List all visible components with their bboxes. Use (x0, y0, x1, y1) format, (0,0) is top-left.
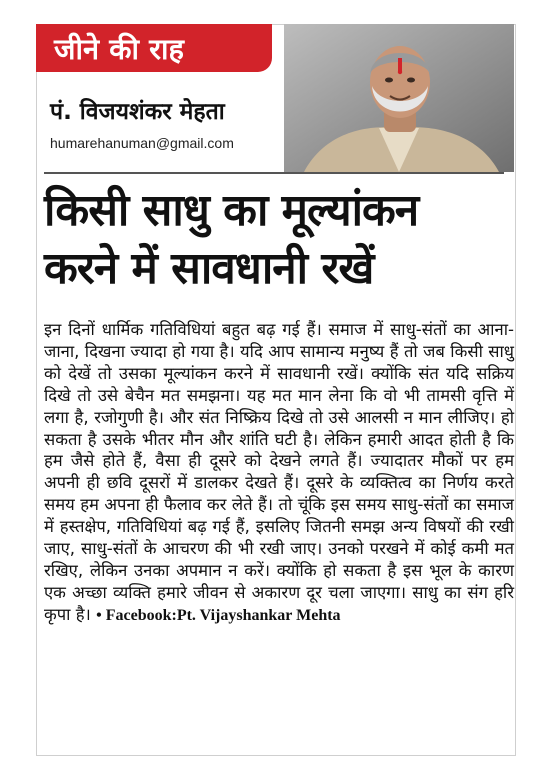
facebook-credit: • Facebook:Pt. Vijayshankar Mehta (96, 606, 341, 624)
author-photo (284, 24, 514, 172)
author-name: पं. विजयशंकर मेहता (50, 99, 225, 125)
headline-line-1: किसी साधु का मूल्यांकन (44, 185, 419, 236)
article-body (44, 319, 514, 627)
column-title: जीने की राह (36, 24, 272, 72)
header-divider (44, 172, 504, 174)
column-header (36, 24, 514, 172)
headline (44, 182, 514, 298)
author-email: humarehanuman@gmail.com (50, 135, 234, 151)
article-body-text: इन दिनों धार्मिक गतिविधियां बहुत बढ़ गई हैं। समाज में साधु-संतों का आना-जाना, दिखना ज्यादा हो गया है। यदि आप सामान्य मनुष्य हैं तो जब किसी साधु को देखें तो उसका मूल्यांकन करने में सावधानी रखें। क्योंकि संत यदि सक्रिय दिखे तो उसे बेचैन मत समझना। यह मत मान लेना कि वो भी तामसी वृत्ति में लगा है, रजोगुणी है। और संत निष्क्रिय दिखे तो उसे आलसी न मान लीजिए। हो सकता है उसके भीतर मौन और शांति घटी है। लेकिन हमारी आदत होती है कि हम जैसे होते हैं, वैसा ही दूसरे को देखने लगते हैं। ज्यादातर मौकों पर हम अपनी ही छवि दूसरों में डालकर देखते हैं। दूसरे के व्यक्तित्व का निर्णय करते समय हम अपना ही फैलाव कर लेते हैं। तो चूंकि इस समय साधु-संतों का समाज में हस्तक्षेप, गतिविधियां बढ़ गई हैं, इसलिए जितनी समझ अन्य विषयों की रखी जाए, साधु-संतों के आचरण की भी रखी जाए। उनको परखने में कोई कमी मत रखिए, लेकिन उनका अपमान न करें। क्योंकि हो सकता है इस भूल के कारण एक अच्छा व्यक्ति हमारे जीवन से अकारण दूर चला जाएगा। साधु का संग हरि कृपा है। (44, 320, 514, 624)
headline-line-2: करने में सावधानी रखें (44, 243, 374, 294)
